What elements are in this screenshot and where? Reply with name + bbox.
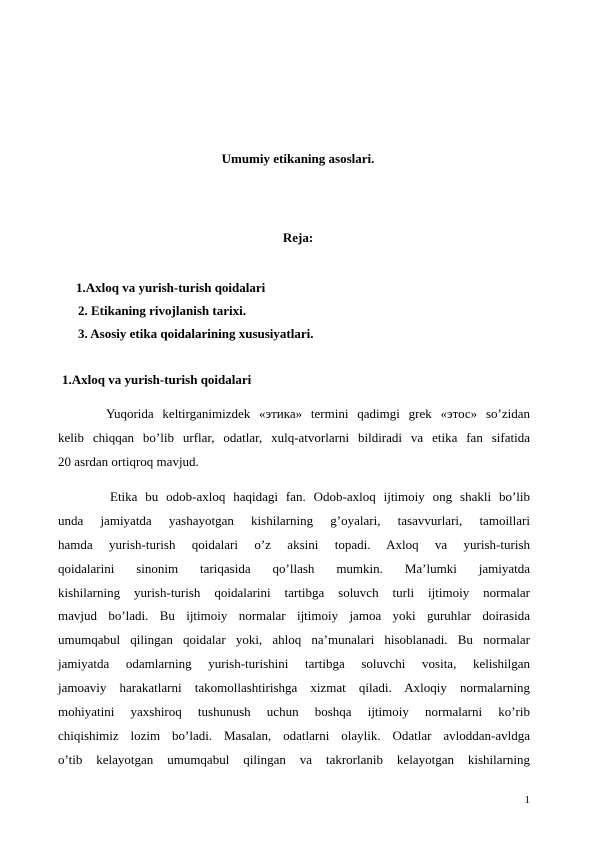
document-title: Umumiy etikaning asoslari. [221, 151, 375, 166]
paragraph-line: jamiyatda odamlarning yurish-turishini tartibga soluvchi vosita, kelishilgan [58, 656, 530, 672]
paragraph-line: o’tib kelayotgan umumqabul qilingan va takrorlanib kelayotgan kishilarning [58, 751, 530, 767]
paragraph-line: hamda yurish-turish qoidalari o’z aksini topadi. Axloq va yurish-turish [58, 536, 530, 552]
paragraph-line: Yuqorida keltirganimizdek «этика» termini qadimgi grek «этос» so’zidan [106, 406, 530, 421]
paragraph-line: qoidalarini sinonim tariqasida qo’llash mumkin. Ma’lumki jamiyatda [58, 560, 530, 576]
paragraph-1 [58, 402, 530, 474]
paragraph-line: mavjud bo’ladi. Bu ijtimoiy normalar ijtimoiy jamoa yoki guruhlar doirasida [58, 608, 530, 624]
paragraph-line: kelib chiqqan bo’lib urflar, odatlar, xulq-atvorlarni bildiradi va etika fan sifatida [58, 429, 530, 445]
table-of-contents [76, 276, 314, 345]
paragraph-line: mohiyatini yaxshiroq tushunush uchun boshqa ijtimoiy normalarni ko’rib [58, 704, 530, 720]
page-number: 1 [524, 794, 530, 806]
plan-heading: Reja: [282, 230, 314, 245]
paragraph-line: chiqishimiz lozim bo’ladi. Masalan, odatlarni olaylik. Odatlar avloddan-avldga [58, 727, 530, 743]
paragraph-2 [58, 485, 530, 772]
paragraph-line: 20 asrdan ortiqroq mavjud. [58, 453, 199, 469]
paragraph-line: kishilarning yurish-turish qoidalarini tartibga soluvch turli ijtimoiy normalar [58, 584, 530, 600]
paragraph-line: jamoaviy harakatlarni takomollashtirishga xizmat qiladi. Axloqiy normalarning [58, 680, 530, 696]
paragraph-line: umumqabul qilingan qoidalar yoki, ahloq na’munalari hisoblanadi. Bu normalar [58, 632, 530, 648]
paragraph-line: unda jamiyatda yashayotgan kishilarning g’oyalari, tasavvurlari, tamoillari [58, 512, 530, 528]
toc-item: 1.Axloq va yurish-turish qoidalari [76, 280, 266, 295]
section-heading: 1.Axloq va yurish-turish qoidalari [62, 372, 252, 387]
paragraph-line: Etika bu odob-axloq haqidagi fan. Odob-axloq ijtimoiy ong shakli bo’lib [110, 489, 530, 504]
toc-item: 2. Etikaning rivojlanish tarixi. [78, 303, 246, 318]
toc-item: 3. Asosiy etika qoidalarining xususiyatlari. [78, 326, 314, 341]
